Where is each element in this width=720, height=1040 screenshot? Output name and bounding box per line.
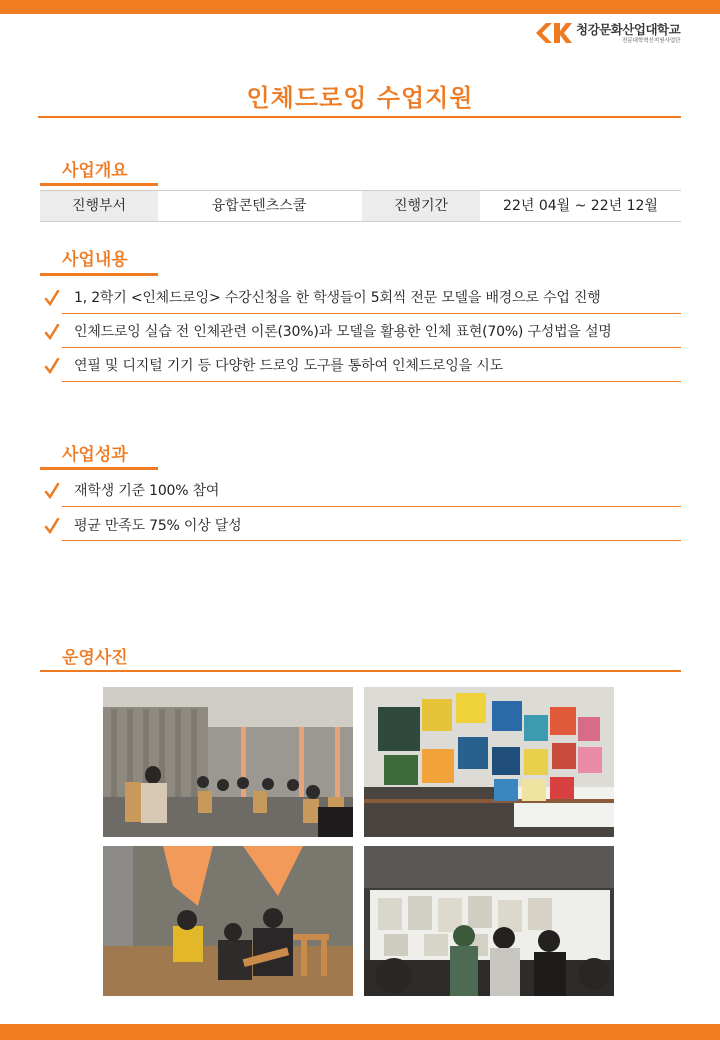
content-item-2: 인체드로잉 실습 전 인체관련 이론(30%)과 모델을 활용한 인체 표현(70%) 구성법을 설명 — [74, 324, 612, 340]
results-item-1-rule — [62, 506, 681, 507]
content-item-1: 1, 2학기 <인체드로잉> 수강신청을 한 학생들이 5회씩 전문 모델을 배경으로 수업 진행 — [74, 290, 601, 306]
check-icon — [44, 324, 60, 340]
results-heading: 사업성과 — [62, 445, 128, 465]
results-item-1: 재학생 기준 100% 참여 — [74, 483, 220, 499]
content-heading: 사업내용 — [62, 250, 128, 270]
check-icon — [44, 518, 60, 534]
content-item-2-rule — [62, 347, 681, 348]
dept-value: 융합콘텐츠스쿨 — [211, 198, 307, 214]
check-icon — [44, 358, 60, 374]
page-title: 인체드로잉 수업지원 — [246, 84, 474, 112]
top-accent-bar — [0, 0, 720, 14]
photo-students-sketching — [103, 846, 353, 996]
results-item-2-rule — [62, 540, 681, 541]
check-icon — [44, 483, 60, 499]
logo-name: 청강문화산업대학교 — [576, 22, 681, 37]
results-item-2: 평균 만족도 75% 이상 달성 — [74, 518, 242, 534]
overview-heading-underline — [40, 183, 158, 186]
period-value: 22년 04월 ~ 22년 12월 — [503, 198, 658, 214]
content-item-1-rule — [62, 313, 681, 314]
school-logo — [534, 20, 714, 46]
check-icon — [44, 290, 60, 306]
dept-label: 진행부서 — [40, 191, 158, 221]
bottom-accent-bar — [0, 1024, 720, 1040]
photo-studio-session — [103, 687, 353, 837]
title-divider — [38, 116, 681, 118]
results-heading-underline — [40, 467, 158, 470]
content-heading-underline — [40, 273, 158, 276]
photo-whiteboard-drawings — [364, 846, 614, 996]
logo-subtitle: 전문대학혁신지원사업단 — [622, 38, 681, 44]
overview-heading: 사업개요 — [62, 161, 128, 181]
photo-artwork-wall — [364, 687, 614, 837]
content-item-3: 연필 및 디지털 기기 등 다양한 드로잉 도구를 통하여 인체드로잉을 시도 — [74, 358, 503, 374]
content-item-3-rule — [62, 381, 681, 382]
overview-table — [40, 190, 681, 222]
ck-logo-icon — [534, 21, 574, 45]
photos-heading: 운영사진 — [62, 648, 128, 668]
photos-heading-rule — [40, 670, 681, 672]
period-label: 진행기간 — [362, 191, 480, 221]
